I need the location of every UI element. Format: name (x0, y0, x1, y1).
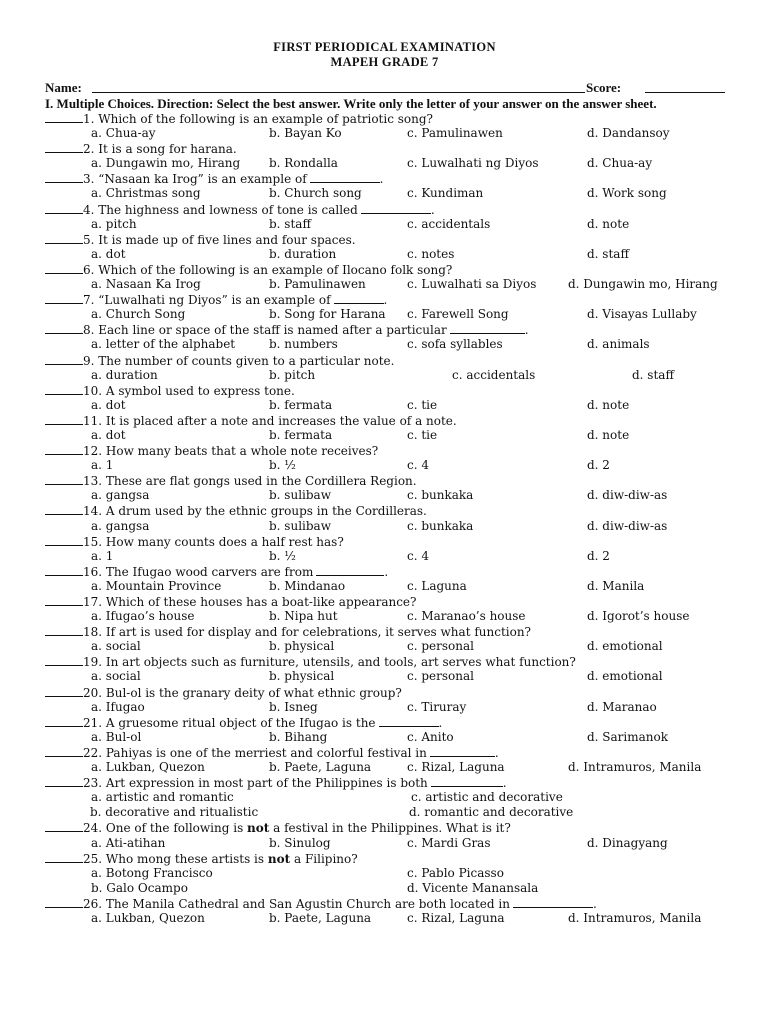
answer-blank[interactable] (45, 896, 83, 908)
option-a[interactable]: a. 1 (91, 548, 114, 563)
options-row (45, 488, 724, 503)
answer-blank[interactable] (45, 503, 83, 515)
option-d[interactable]: d. Intramuros, Manila (568, 910, 702, 925)
option-b[interactable]: b. Pamulinawen (269, 277, 366, 292)
option-b[interactable]: b. Isneg (269, 699, 318, 714)
options-row (45, 247, 724, 262)
answer-blank[interactable] (45, 685, 83, 697)
options-row (45, 126, 724, 141)
option-a[interactable]: a. Dungawin mo, Hirang (91, 156, 241, 171)
option-d[interactable]: d. Work song (587, 186, 667, 201)
fill-in-blank (379, 715, 439, 727)
question-stem (45, 851, 724, 866)
options-row (45, 881, 724, 896)
option-d[interactable]: d. Chua-ay (587, 156, 653, 171)
fill-in-blank (316, 564, 384, 576)
question-text: 3. “Nasaan ka Irog” is an example of (83, 172, 307, 187)
option-a[interactable]: a. Lukban, Quezon (91, 760, 205, 775)
question-text: 24. One of the following is (83, 821, 248, 836)
question-text: 14. A drum used by the ethnic groups in the Cordilleras. (83, 504, 427, 519)
question-stem (45, 685, 724, 700)
answer-blank[interactable] (45, 715, 83, 727)
question-text: 19. In art objects such as furniture, utensils, and tools, art serves what function? (83, 655, 576, 670)
answer-blank[interactable] (45, 534, 83, 546)
question-text-cont: a festival in the Philippines. What is it? (269, 821, 511, 836)
option-d[interactable]: d. Dinagyang (587, 835, 668, 850)
option-c[interactable]: c. accidentals (407, 216, 491, 231)
option-c[interactable]: c. notes (407, 246, 455, 261)
question-punct: . (524, 323, 529, 338)
question-stem (45, 896, 724, 911)
options-row (45, 549, 724, 564)
name-score-line (45, 80, 724, 96)
option-item[interactable]: a. Botong Francisco (91, 865, 213, 880)
question-stem (45, 383, 724, 398)
option-a[interactable]: a. letter of the alphabet (91, 337, 236, 352)
options-row (45, 428, 724, 443)
answer-blank[interactable] (45, 473, 83, 485)
question-stem (45, 564, 724, 579)
option-c[interactable]: c. personal (407, 639, 474, 654)
name-label: Name: (45, 80, 82, 95)
question-text: 9. The number of counts given to a particular note. (83, 353, 395, 368)
question-punct: . (383, 293, 388, 308)
option-c[interactable]: c. Luwalhati ng Diyos (407, 156, 539, 171)
question-punct: . (379, 172, 384, 187)
option-b[interactable]: b. fermata (269, 427, 333, 442)
options-row (45, 277, 724, 292)
option-a[interactable]: a. Ati-atihan (91, 835, 166, 850)
question-text: 20. Bul-ol is the granary deity of what ethnic group? (83, 685, 402, 700)
score-label: Score: (586, 80, 622, 95)
option-c[interactable]: c. Tiruray (407, 699, 467, 714)
option-a[interactable]: a. Mountain Province (91, 578, 222, 593)
option-c[interactable]: c. Laguna (407, 578, 467, 593)
options-row (45, 805, 724, 820)
options-row (45, 639, 724, 654)
question-text: 4. The highness and lowness of tone is called (83, 202, 358, 217)
question-punct: . (438, 715, 443, 730)
option-item[interactable]: d. Vicente Manansala (407, 880, 539, 895)
option-b[interactable]: b. Paete, Laguna (269, 910, 372, 925)
question-text: 13. These are flat gongs used in the Cordillera Region. (83, 474, 417, 489)
answer-blank[interactable] (45, 564, 83, 576)
option-d[interactable]: d. 2 (587, 458, 610, 473)
options-row (45, 609, 724, 624)
option-b[interactable]: b. Bayan Ko (269, 126, 342, 141)
answer-blank[interactable] (45, 775, 83, 787)
option-b[interactable]: b. ½ (269, 548, 296, 563)
answer-blank[interactable] (45, 624, 83, 636)
option-a[interactable]: a. dot (91, 246, 126, 261)
option-b[interactable]: b. pitch (269, 367, 316, 382)
question-text: 26. The Manila Cathedral and San Agustin Church are both located in (83, 896, 510, 911)
options-row (45, 307, 724, 322)
fill-in-blank (310, 171, 380, 183)
exam-subtitle: MAPEH GRADE 7 (330, 55, 439, 69)
option-d[interactable]: d. emotional (587, 639, 663, 654)
question-emphasis: not (267, 851, 291, 866)
question-text: 21. A gruesome ritual object of the Ifugao is the (83, 715, 376, 730)
option-item[interactable]: a. artistic and romantic (91, 790, 234, 805)
answer-blank[interactable] (45, 292, 83, 304)
option-a[interactable]: a. Christmas song (91, 186, 201, 201)
options-row (45, 790, 724, 805)
question-text: 11. It is placed after a note and increases the value of a note. (83, 413, 457, 428)
option-d[interactable]: d. Sarimanok (587, 729, 669, 744)
options-row (45, 156, 724, 171)
option-d[interactable]: d. 2 (587, 548, 610, 563)
option-d[interactable]: d. Intramuros, Manila (568, 760, 702, 775)
option-c[interactable]: c. sofa syllables (407, 337, 503, 352)
question-stem (45, 745, 724, 760)
answer-blank[interactable] (45, 353, 83, 365)
options-row (45, 186, 724, 201)
option-b[interactable]: b. Rondalla (269, 156, 338, 171)
answer-blank[interactable] (45, 413, 83, 425)
options-row (45, 217, 724, 232)
option-c[interactable]: c. Rizal, Laguna (407, 760, 505, 775)
option-c[interactable]: c. personal (407, 669, 474, 684)
option-c[interactable]: c. bunkaka (407, 488, 474, 503)
option-c[interactable]: c. tie (407, 427, 438, 442)
option-a[interactable]: a. pitch (91, 216, 137, 231)
option-d[interactable]: d. Maranao (587, 699, 657, 714)
option-a[interactable]: a. gangsa (91, 488, 150, 503)
option-b[interactable]: b. physical (269, 669, 335, 684)
option-c[interactable]: c. 4 (407, 458, 429, 473)
option-d[interactable]: d. Igorot’s house (587, 609, 690, 624)
option-d[interactable]: d. Manila (587, 578, 645, 593)
option-d[interactable]: d. animals (587, 337, 650, 352)
option-d[interactable]: d. diw-diw-as (587, 518, 668, 533)
option-d[interactable]: d. Dungawin mo, Hirang (568, 277, 718, 292)
options-row (45, 398, 724, 413)
option-b[interactable]: b. staff (269, 216, 311, 231)
options-row (45, 579, 724, 594)
options-row (45, 669, 724, 684)
question-stem (45, 202, 724, 217)
question-punct: . (430, 202, 435, 217)
question-text: 23. Art expression in most part of the Philippines is both (83, 776, 428, 791)
question-text: 16. The Ifugao wood carvers are from (83, 564, 314, 579)
option-b[interactable]: b. physical (269, 639, 335, 654)
answer-blank[interactable] (45, 262, 83, 274)
option-d[interactable]: d. note (587, 397, 630, 412)
question-stem (45, 820, 724, 835)
option-item[interactable]: d. romantic and decorative (409, 805, 574, 820)
option-c[interactable]: c. Luwalhati sa Diyos (407, 277, 537, 292)
question-text: 1. Which of the following is an example of patriotic song? (83, 112, 433, 126)
answer-blank[interactable] (45, 383, 83, 395)
question-text: 10. A symbol used to express tone. (83, 383, 295, 398)
question-punct: . (592, 896, 597, 911)
option-c[interactable]: c. Rizal, Laguna (407, 910, 505, 925)
question-stem (45, 141, 724, 156)
option-b[interactable]: b. Song for Harana (269, 307, 386, 322)
question-text: 15. How many counts does a half rest has? (83, 534, 344, 549)
fill-in-blank (450, 322, 525, 334)
answer-blank[interactable] (45, 851, 83, 863)
answer-blank[interactable] (45, 594, 83, 606)
answer-blank[interactable] (45, 322, 83, 334)
option-a[interactable]: a. dot (91, 397, 126, 412)
answer-blank[interactable] (45, 745, 83, 757)
option-d[interactable]: d. diw-diw-as (587, 488, 668, 503)
options-row (45, 836, 724, 851)
option-d[interactable]: d. note (587, 427, 630, 442)
option-b[interactable]: b. Nipa hut (269, 609, 338, 624)
option-a[interactable]: a. dot (91, 427, 126, 442)
question-stem (45, 715, 724, 730)
question-stem (45, 111, 724, 126)
options-row (45, 700, 724, 715)
option-c[interactable]: c. tie (407, 397, 438, 412)
question-stem (45, 534, 724, 549)
option-item[interactable]: c. artistic and decorative (411, 790, 563, 805)
fill-in-blank (430, 745, 495, 757)
answer-blank[interactable] (45, 820, 83, 832)
option-c[interactable]: c. Mardi Gras (407, 835, 491, 850)
options-row (45, 458, 724, 473)
options-row (45, 337, 724, 352)
question-text: 8. Each line or space of the staff is named after a particular (83, 323, 447, 338)
option-c[interactable]: c. Pamulinawen (407, 126, 503, 141)
question-punct: . (502, 776, 507, 791)
option-item[interactable]: c. Pablo Picasso (407, 865, 504, 880)
option-a[interactable]: a. Lukban, Quezon (91, 910, 205, 925)
direction-text: I. Multiple Choices. Direction: Select the best answer. Write only the letter of your answer on the answer sheet. (45, 96, 657, 111)
question-stem (45, 171, 724, 186)
option-d[interactable]: d. staff (587, 246, 629, 261)
option-d[interactable]: d. note (587, 216, 630, 231)
option-c[interactable]: c. bunkaka (407, 518, 474, 533)
answer-blank[interactable] (45, 111, 83, 123)
option-a[interactable]: a. social (91, 669, 141, 684)
question-punct: . (494, 745, 499, 760)
option-b[interactable]: b. Bihang (269, 729, 328, 744)
option-d[interactable]: d. Dandansoy (587, 126, 670, 141)
option-c[interactable]: c. Kundiman (407, 186, 484, 201)
option-a[interactable]: a. Ifugao (91, 699, 145, 714)
question-stem (45, 473, 724, 488)
option-b[interactable]: b. Mindanao (269, 578, 346, 593)
question-text: 17. Which of these houses has a boat-like appearance? (83, 595, 417, 609)
option-b[interactable]: b. duration (269, 246, 337, 261)
question-stem (45, 443, 724, 458)
question-text: 22. Pahiyas is one of the merriest and colorful festival in (83, 745, 427, 760)
option-item[interactable]: b. Galo Ocampo (91, 880, 188, 895)
exam-title: FIRST PERIODICAL EXAMINATION (273, 40, 496, 54)
answer-blank[interactable] (45, 141, 83, 153)
question-punct: . (384, 564, 389, 579)
fill-in-blank (334, 292, 384, 304)
question-stem (45, 262, 724, 277)
question-stem (45, 654, 724, 669)
question-stem (45, 594, 724, 609)
question-stem (45, 775, 724, 790)
answer-blank[interactable] (45, 654, 83, 666)
option-a[interactable]: a. social (91, 639, 141, 654)
options-row (45, 866, 724, 881)
question-stem (45, 413, 724, 428)
question-text: 25. Who mong these artists is (83, 851, 268, 866)
question-stem (45, 322, 724, 337)
option-a[interactable]: a. Bul-ol (91, 729, 142, 744)
option-b[interactable]: b. sulibaw (269, 488, 331, 503)
option-b[interactable]: b. ½ (269, 458, 296, 473)
option-b[interactable]: b. sulibaw (269, 518, 331, 533)
question-stem (45, 624, 724, 639)
option-c[interactable]: c. Maranao’s house (407, 609, 526, 624)
question-list (45, 111, 724, 926)
question-emphasis: not (247, 821, 270, 836)
options-row (45, 911, 724, 926)
option-c[interactable]: c. accidentals (452, 367, 536, 382)
answer-blank[interactable] (45, 232, 83, 244)
options-row (45, 730, 724, 745)
question-stem (45, 292, 724, 307)
option-c[interactable]: c. Farewell Song (407, 307, 509, 322)
question-text: 2. It is a song for harana. (83, 142, 237, 157)
options-row (45, 760, 724, 775)
options-row (45, 368, 724, 383)
question-text: 7. “Luwalhati ng Diyos” is an example of (83, 293, 331, 308)
option-b[interactable]: b. Sinulog (269, 835, 331, 850)
fill-in-blank (361, 202, 431, 214)
option-d[interactable]: d. staff (632, 367, 674, 382)
option-b[interactable]: b. Church song (269, 186, 362, 201)
answer-blank[interactable] (45, 202, 83, 214)
question-text: 6. Which of the following is an example of Ilocano folk song? (83, 262, 453, 277)
option-b[interactable]: b. numbers (269, 337, 338, 352)
question-text: 12. How many beats that a whole note receives? (83, 444, 379, 459)
option-a[interactable]: a. Chua-ay (91, 126, 156, 141)
fill-in-blank (513, 896, 593, 908)
question-text-cont: a Filipino? (290, 851, 358, 866)
option-a[interactable]: a. Nasaan Ka Irog (91, 277, 201, 292)
option-d[interactable]: d. Visayas Lullaby (587, 307, 697, 322)
options-row (45, 519, 724, 534)
question-stem (45, 353, 724, 368)
option-a[interactable]: a. gangsa (91, 518, 150, 533)
question-stem (45, 503, 724, 518)
question-stem (45, 232, 724, 247)
score-field[interactable] (645, 92, 725, 93)
option-d[interactable]: d. emotional (587, 669, 663, 684)
option-c[interactable]: c. Anito (407, 729, 454, 744)
question-text: 18. If art is used for display and for celebrations, it serves what function? (83, 625, 531, 640)
name-field[interactable] (92, 92, 585, 93)
option-a[interactable]: a. Ifugao’s house (91, 609, 195, 624)
option-b[interactable]: b. fermata (269, 397, 333, 412)
option-a[interactable]: a. Church Song (91, 307, 186, 322)
answer-blank[interactable] (45, 171, 83, 183)
option-a[interactable]: a. duration (91, 367, 158, 382)
answer-blank[interactable] (45, 443, 83, 455)
question-text: 5. It is made up of five lines and four spaces. (83, 232, 356, 247)
option-item[interactable]: b. decorative and ritualistic (90, 805, 259, 820)
option-c[interactable]: c. 4 (407, 548, 429, 563)
fill-in-blank (431, 775, 503, 787)
option-a[interactable]: a. 1 (91, 458, 114, 473)
option-b[interactable]: b. Paete, Laguna (269, 760, 372, 775)
